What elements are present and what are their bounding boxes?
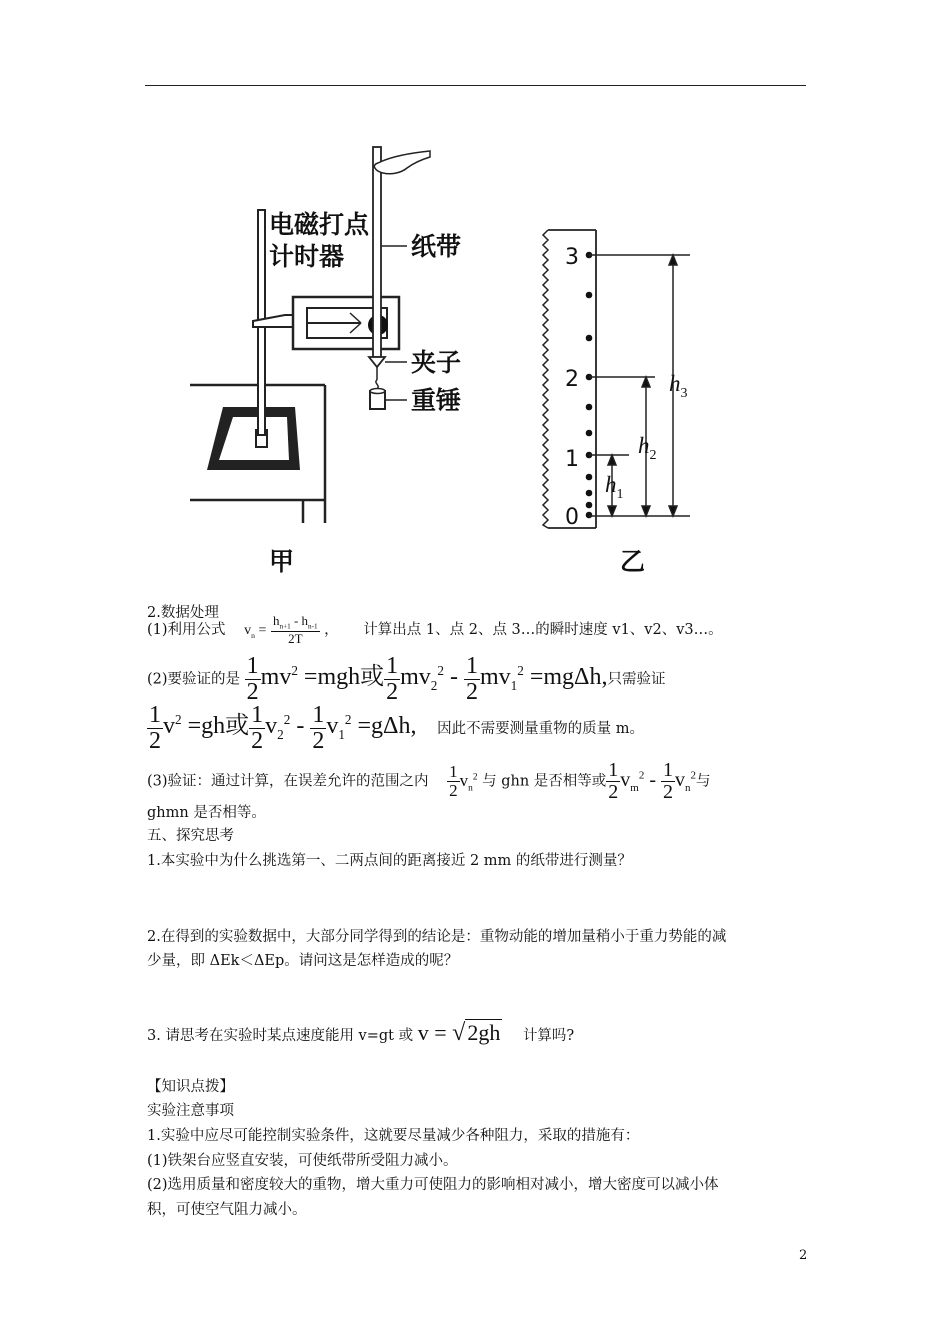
- tips-title: 【知识点拨】: [147, 1079, 234, 1095]
- svg-text:乙: 乙: [620, 547, 646, 576]
- tip-1-2-line-2: 积，可使空气阻力减小。: [147, 1202, 307, 1218]
- formula-line-1: (1)利用公式 $v_n$ = $\frac{h_{n+1} - h_{n-1}}{2T}$ ， 计算出点 1、点 2、点 3…的瞬时速度 v1、v2、v3…。: [147, 613, 723, 647]
- svg-text:重锤: 重锤: [411, 386, 462, 415]
- svg-text:电磁打点: 电磁打点: [269, 210, 370, 239]
- svg-text:计时器: 计时器: [269, 242, 345, 271]
- section-title-5: 五、探究思考: [147, 828, 234, 844]
- formula-line-3: $\frac{1}{2}$ $v^2 =gh$或 $\frac{1}{2}$ $v_2^2$ - $\frac{1}{2}$ $v_1^2 =g\Delta h$, 因此不需要测量重物的质量 m。: [149, 702, 644, 755]
- tip-1-2-line-1: (2)选用质量和密度较大的重物，增大重力可使阻力的影响相对减小，增大密度可以减小体: [147, 1177, 719, 1193]
- question-2-line-1: 2.在得到的实验数据中，大部分同学得到的结论是：重物动能的增加量稍小于重力势能的减: [147, 929, 727, 945]
- svg-text:纸带: 纸带: [411, 232, 462, 261]
- svg-text:2: 2: [565, 367, 579, 392]
- tip-1: 1.实验中应尽可能控制实验条件，这就要尽量减少各种阻力，采取的措施有：: [147, 1128, 640, 1144]
- experiment-figure: [185, 135, 705, 585]
- question-2-line-2: 少量，即 ΔEk＜ΔEp。请问这是怎样造成的呢？: [147, 953, 459, 969]
- svg-text:h3: $h_3$: [669, 371, 688, 401]
- tips-subtitle: 实验注意事项: [147, 1103, 234, 1119]
- formula-line-4-cont: ghmn 是否相等。: [147, 805, 266, 821]
- tip-1-1: (1)铁架台应竖直安装，可使纸带所受阻力减小。: [147, 1153, 458, 1169]
- question-1: 1.本实验中为什么挑选第一、二两点间的距离接近 2 mm 的纸带进行测量？: [147, 853, 632, 869]
- section-title: 2.数据处理: [147, 605, 219, 621]
- svg-text:夹子: 夹子: [411, 348, 462, 377]
- svg-text:0: 0: [565, 505, 579, 530]
- hand: [374, 151, 430, 174]
- svg-text:1: 1: [565, 447, 579, 472]
- formula-line-2: (2)要验证的是 $\frac{1}{2}$ $mv^2 =mgh$或 $\frac{1}{2}$ $mv_2^2$ - $\frac{1}{2}$ $mv_1^2 =mg\Delta h$,只需验证: [147, 653, 666, 706]
- header-rule: [145, 85, 806, 86]
- page-number: 2: [799, 1248, 808, 1263]
- paper-tape: [373, 147, 381, 357]
- svg-text:h1: $h_1$: [605, 472, 624, 502]
- question-3: 3. 请思考在实验时某点速度能用 v=gt 或 v = √2gh 计算吗?: [147, 1020, 575, 1046]
- formula-line-4: (3)验证：通过计算，在误差允许的范围之内 $\frac{1}{2}$ $v_n^2$ 与 ghn 是否相等或 $\frac{1}{2}$ $v_m^2$ - $\frac{1}{2}$ $v_n^2$与: [147, 759, 711, 803]
- svg-text:h2: $h_2$: [638, 433, 657, 463]
- svg-text:甲: 甲: [269, 547, 295, 576]
- svg-text:3: 3: [565, 245, 579, 270]
